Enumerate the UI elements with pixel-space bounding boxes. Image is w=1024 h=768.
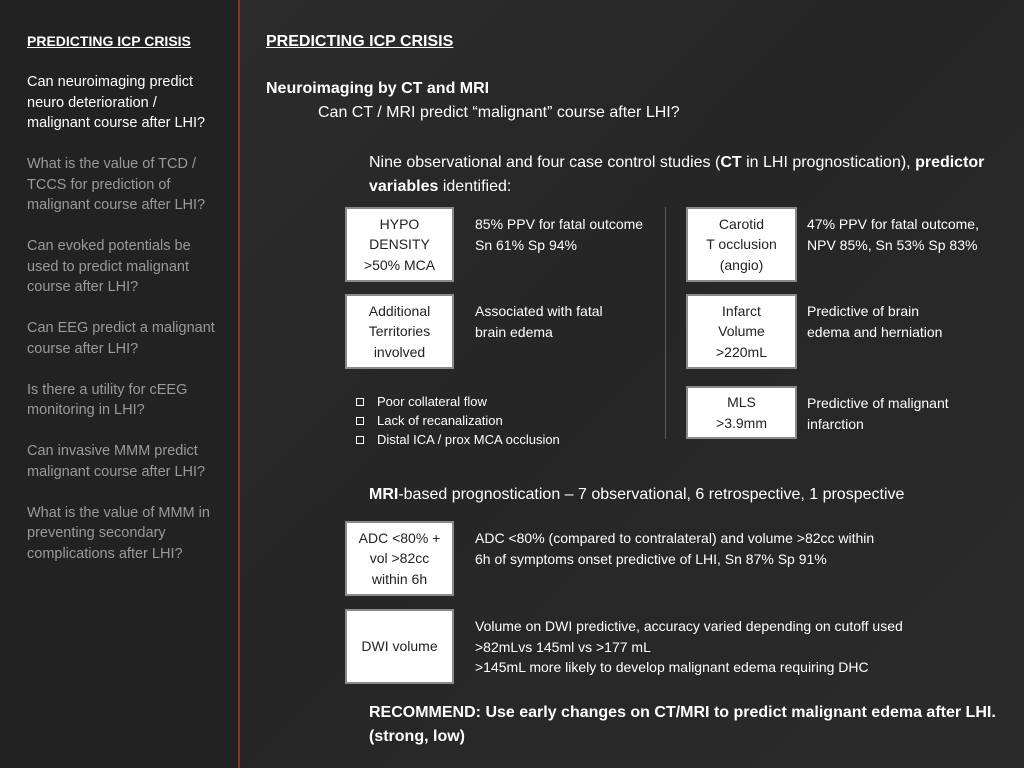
sidebar-item-tcd[interactable]: What is the value of TCD / TCCS for prediction of malignant course after LHI? [27,156,206,213]
mri-intro-rest: -based prognostication – 7 observational, 6 retrospective, 1 prospective [398,486,905,503]
hypodensity-label-line: HYPO [379,215,420,232]
section-question: Can CT / MRI predict “malignant” course after LHI? [318,104,680,121]
carotid-desc-line: 47% PPV for fatal outcome, [807,216,979,232]
dwi-volume-box [345,609,454,684]
ct-intro-part3: identified: [438,178,512,195]
adc-box [345,521,454,596]
mls-label-line: MLS [727,394,756,410]
checkbox-bullet-icon [356,417,364,425]
carotid-label-line: T occlusion [706,236,777,253]
territories-desc-line: Associated with fatal [475,303,603,319]
territories-desc [475,301,603,342]
hypodensity-desc [475,214,643,255]
bullet-text: Lack of recanalization [377,413,503,428]
infarct-label-line: Infarct [722,302,761,319]
sidebar-item-ceeg[interactable]: Is there a utility for cEEG monitoring in LHI? [27,381,188,418]
adc-desc-line: 6h of symptoms onset predictive of LHI, Sn 87% Sp 91% [475,550,827,567]
carotid-label-line: Carotid [718,215,765,232]
mls-desc-line: Predictive of malignant [807,395,949,411]
bullet-item [356,392,560,411]
ct-intro-part1: Nine observational and four case control studies ( [369,154,721,171]
carotid-label-line: (angio) [719,256,764,273]
hypodensity-label-line: DENSITY [369,236,430,253]
mri-intro-text [369,486,904,504]
mri-intro-mri: MRI [369,486,399,503]
ct-intro-text [369,151,1009,199]
dwi-label-line: DWI volume [361,638,438,655]
mls-desc [807,393,949,434]
hypodensity-label-line: >50% MCA [363,256,436,273]
carotid-desc [807,214,979,255]
infarct-label-line: >220mL [716,343,767,360]
bullet-list [356,392,560,449]
carotid-box [686,207,797,282]
sidebar-item-eeg[interactable]: Can EEG predict a malignant course after LHI? [27,320,215,357]
infarct-volume-box [686,294,797,369]
bullet-item [356,430,560,449]
checkbox-bullet-icon [356,436,364,444]
dwi-desc [475,616,903,678]
territories-label-line: involved [373,343,426,360]
carotid-desc-line: NPV 85%, Sn 53% Sp 83% [807,236,978,253]
bullet-text: Poor collateral flow [377,394,487,409]
column-divider [665,207,666,439]
sidebar [0,0,238,768]
infarct-desc-line: edema and herniation [807,323,943,340]
territories-label-line: Additional [368,302,431,319]
ct-intro-predictor: predictor variables [369,154,985,195]
hypodensity-desc-line: 85% PPV for fatal outcome [475,216,644,232]
adc-desc [475,528,874,569]
infarct-desc-line: Predictive of brain [807,303,920,319]
adc-label-line: within 6h [371,570,428,587]
sidebar-item-mmm-value[interactable]: What is the value of MMM in preventing secondary complications after LHI? [27,504,210,562]
sidebar-item-neuroimaging[interactable]: Can neuroimaging predict neuro deterioration / malignant course after LHI? [27,74,206,131]
mls-box [686,386,797,439]
sidebar-list [27,72,222,585]
territories-desc-line: brain edema [475,323,553,340]
infarct-desc [807,301,942,342]
infarct-label-line: Volume [718,323,765,340]
sidebar-item-invasive-mmm[interactable]: Can invasive MMM predict malignant course after LHI? [27,443,206,480]
recommendation-text: RECOMMEND: Use early changes on CT/MRI to predict malignant edema after LHI. (strong, low) [369,704,996,745]
sidebar-divider [238,0,240,768]
sidebar-title: PREDICTING ICP CRISIS [27,33,191,49]
hypodensity-desc-line: Sn 61% Sp 94% [475,236,577,253]
sidebar-item-evoked-potentials[interactable]: Can evoked potentials be used to predict malignant course after LHI? [27,238,191,295]
dwi-desc-line: Volume on DWI predictive, accuracy varied depending on cutoff used [475,618,903,634]
mls-label-line: >3.9mm [716,414,767,431]
ct-intro-part2: in LHI prognostication), [741,154,916,171]
dwi-desc-line: >145mL more likely to develop malignant edema requiring DHC [475,659,869,675]
checkbox-bullet-icon [356,398,364,406]
page-title: PREDICTING ICP CRISIS [266,33,454,50]
bullet-item [356,411,560,430]
adc-desc-line: ADC <80% (compared to contralateral) and volume >82cc within [475,530,875,546]
adc-label-line: ADC <80% + [358,529,441,546]
mls-desc-line: infarction [807,415,864,432]
ct-intro-ct: CT [720,154,742,171]
adc-label-line: vol >82cc [369,550,430,567]
territories-label-line: Territories [368,323,431,340]
hypodensity-box [345,207,454,282]
bullet-text: Distal ICA / prox MCA occlusion [377,432,560,447]
dwi-desc-line: >82mLvs 145ml vs >177 mL [475,638,651,655]
section-subheading: Neuroimaging by CT and MRI [266,80,490,97]
territories-box [345,294,454,369]
